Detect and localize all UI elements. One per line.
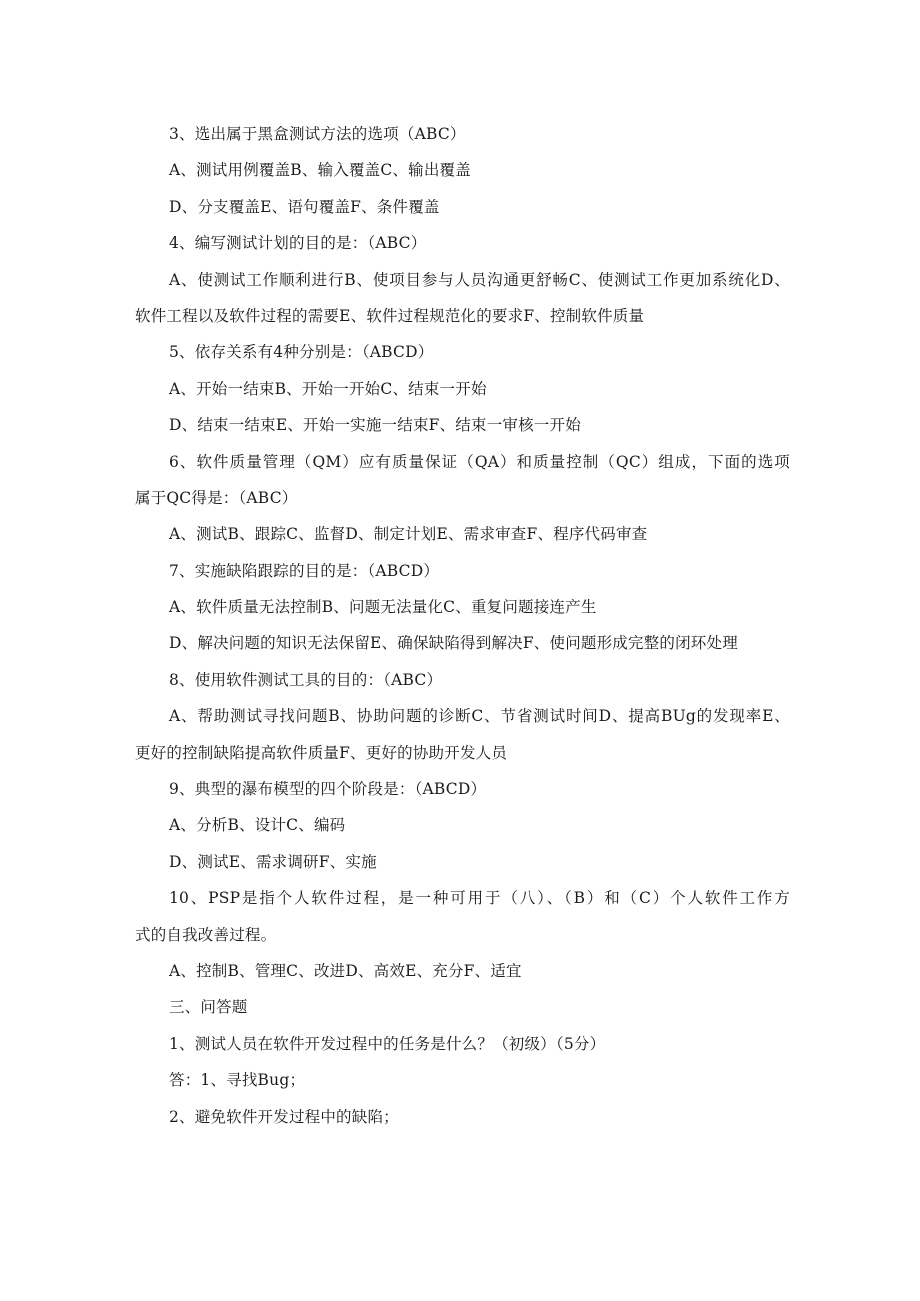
question-9-options-abc: A、分析B、设计C、编码 — [169, 816, 346, 835]
question-6-options: A、测试B、跟踪C、监督D、制定计划E、需求审查F、程序代码审查 — [169, 525, 648, 544]
qa-question-1: 1、测试人员在软件开发过程中的任务是什么？（初级）（5分） — [169, 1034, 606, 1053]
question-4-options-line-1: A、使测试工作顺利进行B、使项目参与人员沟通更舒畅C、使测试工作更加系统化D、 — [169, 270, 790, 289]
question-5-options-abc: A、开始一结束B、开始一开始C、结束一开始 — [169, 379, 487, 398]
question-9: 9、典型的瀑布模型的四个阶段是：（ABCD） — [169, 780, 487, 799]
qa-answer-1-item-1: 答：1、寻找Bug； — [169, 1071, 306, 1090]
question-5-options-def: D、结束一结束E、开始一实施一结束F、结束一审核一开始 — [169, 416, 581, 435]
qa-answer-1-item-2: 2、避免软件开发过程中的缺陷； — [169, 1107, 399, 1126]
question-9-options-def: D、测试E、需求调研F、实施 — [169, 852, 377, 871]
question-10-line-1: 10、PSP是指个人软件过程，是一种可用于（八）、（B）和（C）个人软件工作方 — [169, 889, 790, 908]
question-8-options-line-1: A、帮助测试寻找问题B、协助问题的诊断C、节省测试时间D、提高BUg的发现率E、 — [169, 707, 790, 726]
question-3-options-def: D、分支覆盖E、语句覆盖F、条件覆盖 — [169, 197, 440, 216]
question-6-line-1: 6、软件质量管理（QM）应有质量保证（QA）和质量控制（QC）组成，下面的选项 — [169, 452, 790, 471]
section-heading-qa: 三、问答题 — [169, 998, 248, 1017]
question-10-options: A、控制B、管理C、改进D、高效E、充分F、适宜 — [169, 961, 522, 980]
question-4-options-line-2: 软件工程以及软件过程的需要E、软件过程规范化的要求F、控制软件质量 — [135, 306, 645, 325]
question-5: 5、依存关系有4种分别是：（ABCD） — [169, 343, 434, 362]
question-7: 7、实施缺陷跟踪的目的是：（ABCD） — [169, 561, 440, 580]
question-3-options-abc: A、测试用例覆盖B、输入覆盖C、输出覆盖 — [169, 161, 471, 180]
question-6-line-2: 属于QC得是：（ABC） — [135, 488, 298, 507]
question-7-options-abc: A、软件质量无法控制B、问题无法量化C、重复问题接连产生 — [169, 598, 597, 617]
question-4: 4、编写测试计划的目的是：（ABC） — [169, 234, 427, 253]
question-7-options-def: D、解决问题的知识无法保留E、确保缺陷得到解决F、使问题形成完整的闭环处理 — [169, 634, 738, 653]
question-8: 8、使用软件测试工具的目的：（ABC） — [169, 670, 443, 689]
document-body — [135, 116, 790, 1135]
question-3: 3、选出属于黑盒测试方法的选项（ABC） — [169, 125, 466, 143]
question-8-options-line-2: 更好的控制缺陷提高软件质量F、更好的协助开发人员 — [135, 743, 508, 762]
question-10-line-2: 式的自我改善过程。 — [135, 925, 277, 944]
